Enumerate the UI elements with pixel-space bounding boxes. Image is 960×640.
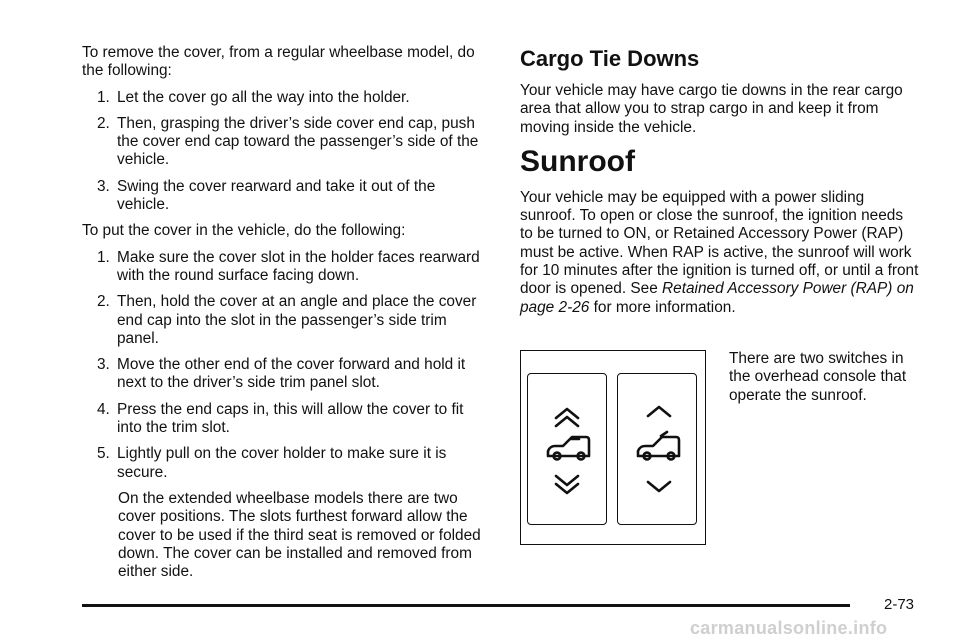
- sunroof-text: [520, 189, 920, 317]
- sunroof-heading: Sunroof: [520, 144, 635, 178]
- right-column: [520, 44, 920, 325]
- step-text: Press the end caps in, this will allow the cover to fit into the trim slot.: [117, 400, 464, 437]
- sunroof-open-switch-art: [528, 374, 608, 526]
- step-number: 2.: [97, 293, 110, 311]
- step-number: 5.: [97, 445, 110, 463]
- sunroof-tilt-switch[interactable]: [617, 373, 697, 525]
- left-column: [82, 44, 488, 589]
- step-number: 2.: [97, 114, 110, 132]
- step-item: [97, 356, 488, 393]
- page-number: 2-73: [884, 596, 915, 613]
- rap-page-link[interactable]: Retained Accessory Power (RAP) on page 2-26: [520, 280, 914, 316]
- vehicle-tilt-icon: [638, 432, 679, 459]
- step-item: [97, 115, 488, 170]
- step-text: Move the other end of the cover forward and hold it next to the driver’s side trim panel slot.: [117, 356, 466, 392]
- step-number: 3.: [97, 177, 110, 195]
- put-steps-list: [82, 249, 488, 482]
- remove-intro: To remove the cover, from a regular wheelbase model, do the following:: [82, 44, 475, 80]
- step-text: Lightly pull on the cover holder to make sure it is secure.: [117, 445, 447, 481]
- step-text: Swing the cover rearward and take it out of the vehicle.: [117, 177, 436, 214]
- step-item: [97, 445, 488, 482]
- step-item: [97, 401, 488, 438]
- step-text: Then, hold the cover at an angle and place the cover end cap into the slot in the passenger’s side trim panel.: [117, 293, 477, 347]
- cargo-tie-downs-heading: Cargo Tie Downs: [520, 46, 700, 71]
- footer-rule: [82, 604, 850, 607]
- remove-steps-list: [82, 89, 488, 215]
- sunroof-body: Your vehicle may be equipped with a power sliding sunroof. To open or close the sunroof, the ignition needs to be turned to ON, or Retained Accessory Power (RAP) must be active. When RAP is active, the sunroof will work for 10 minutes after the ignition is turned off, or until a front door is opened. See: [520, 188, 919, 298]
- step-item: [97, 293, 488, 348]
- extended-wheelbase-note: On the extended wheelbase models there are two cover positions. The slots furthest forward allow the cover to be used if the third seat is removed or folded down. The cover can be installed and removed from either side.: [118, 489, 481, 581]
- step-text: Then, grasping the driver’s side cover end cap, push the cover end cap toward the passenger’s side of the vehicle.: [117, 114, 479, 169]
- step-number: 3.: [97, 356, 110, 374]
- put-intro: To put the cover in the vehicle, do the following:: [82, 222, 406, 240]
- figure-caption: There are two switches in the overhead console that operate the sunroof.: [729, 350, 907, 404]
- step-item: [97, 89, 488, 107]
- step-item: [97, 178, 488, 215]
- sunroof-tail: for more information.: [589, 298, 736, 316]
- sunroof-open-switch[interactable]: [527, 373, 607, 525]
- double-chevron-down-icon: [556, 476, 578, 493]
- double-chevron-up-icon: [556, 409, 578, 426]
- watermark: carmanualsonline.info: [690, 618, 888, 638]
- step-number: 4.: [97, 400, 110, 418]
- sunroof-switch-figure: [520, 350, 706, 545]
- step-number: 1.: [97, 248, 110, 266]
- vehicle-sunroof-icon: [548, 437, 589, 459]
- step-text: Make sure the cover slot in the holder faces rearward with the round surface facing down.: [117, 248, 480, 284]
- step-item: [97, 249, 488, 286]
- step-number: 1.: [97, 88, 110, 106]
- step-text: Let the cover go all the way into the holder.: [117, 88, 410, 106]
- cargo-tie-downs-text: Your vehicle may have cargo tie downs in the rear cargo area that allow you to strap cargo in and keep it from moving inside the vehicle.: [520, 82, 903, 136]
- sunroof-tilt-switch-art: [618, 374, 698, 526]
- chevron-down-icon: [648, 482, 670, 491]
- chevron-up-icon: [648, 407, 670, 416]
